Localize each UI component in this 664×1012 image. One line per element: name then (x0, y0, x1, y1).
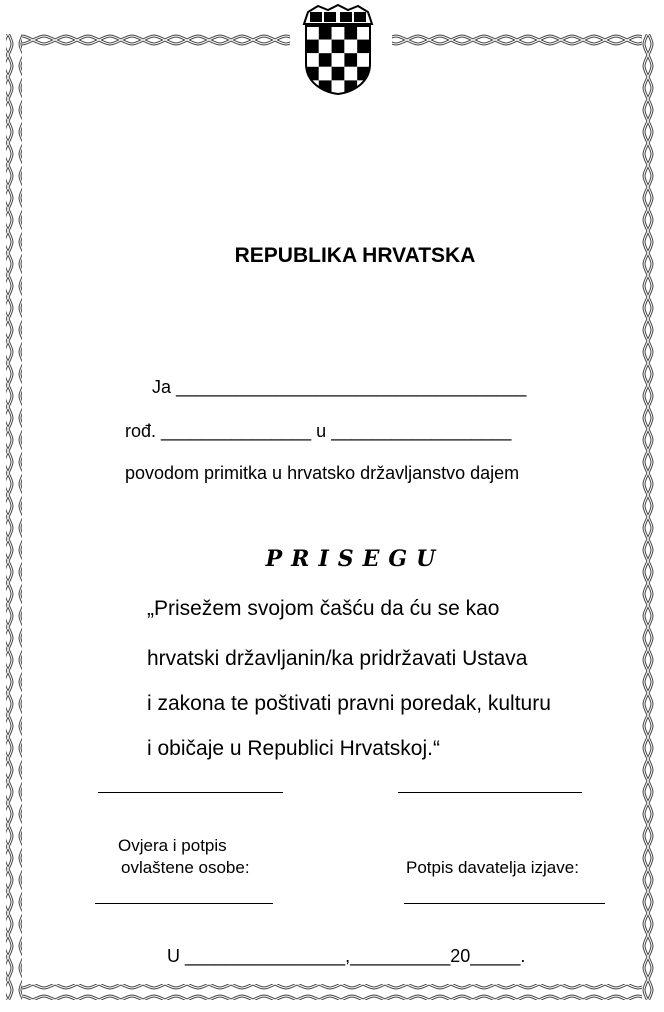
name-field-line: Ja ___________________________________ (152, 377, 527, 397)
left-signature-label: ovlaštene osobe: (121, 858, 250, 877)
shield-square (306, 40, 319, 54)
page-title: REPUBLIKA HRVATSKA (234, 244, 476, 267)
oath-line: i običaje u Republici Hrvatskoj.“ (147, 737, 440, 760)
shield-square (332, 80, 345, 94)
shield-square (332, 67, 345, 81)
signature-line-right (398, 792, 582, 793)
shield-square (357, 26, 370, 40)
shield-square (344, 67, 357, 81)
shield-square (344, 53, 357, 67)
official-signature-line (95, 903, 273, 904)
oath-heading: PRISEGU (265, 546, 445, 572)
oath-line: i zakona te poštivati pravni poredak, kulturu (147, 692, 551, 715)
shield-square (332, 53, 345, 67)
shield-square (319, 53, 332, 67)
shield-square (357, 53, 370, 67)
left-signature-label: Ovjera i potpis (118, 836, 227, 855)
shield-square (306, 53, 319, 67)
shield-square (319, 67, 332, 81)
shield-square (332, 40, 345, 54)
intro-text: povodom primitka u hrvatsko državljanstvo dajem (125, 463, 520, 483)
oath-line: hrvatski državljanin/ka pridržavati Ustava (147, 647, 528, 670)
shield-square (319, 26, 332, 40)
shield-square (344, 40, 357, 54)
place-date-line: U ________________,__________20_____. (167, 946, 526, 966)
birth-field-line: rođ. _______________ u __________________ (125, 421, 512, 441)
shield-square (344, 26, 357, 40)
right-signature-label: Potpis davatelja izjave: (406, 858, 579, 877)
shield-square (357, 40, 370, 54)
oath-line: „Prisežem svojom čašću da ću se kao (147, 597, 500, 620)
coat-of-arms-icon (300, 2, 376, 96)
signature-line-left (98, 792, 283, 793)
shield-square (332, 26, 345, 40)
shield-square (306, 26, 319, 40)
shield-square (319, 40, 332, 54)
declarant-signature-line (404, 903, 605, 904)
